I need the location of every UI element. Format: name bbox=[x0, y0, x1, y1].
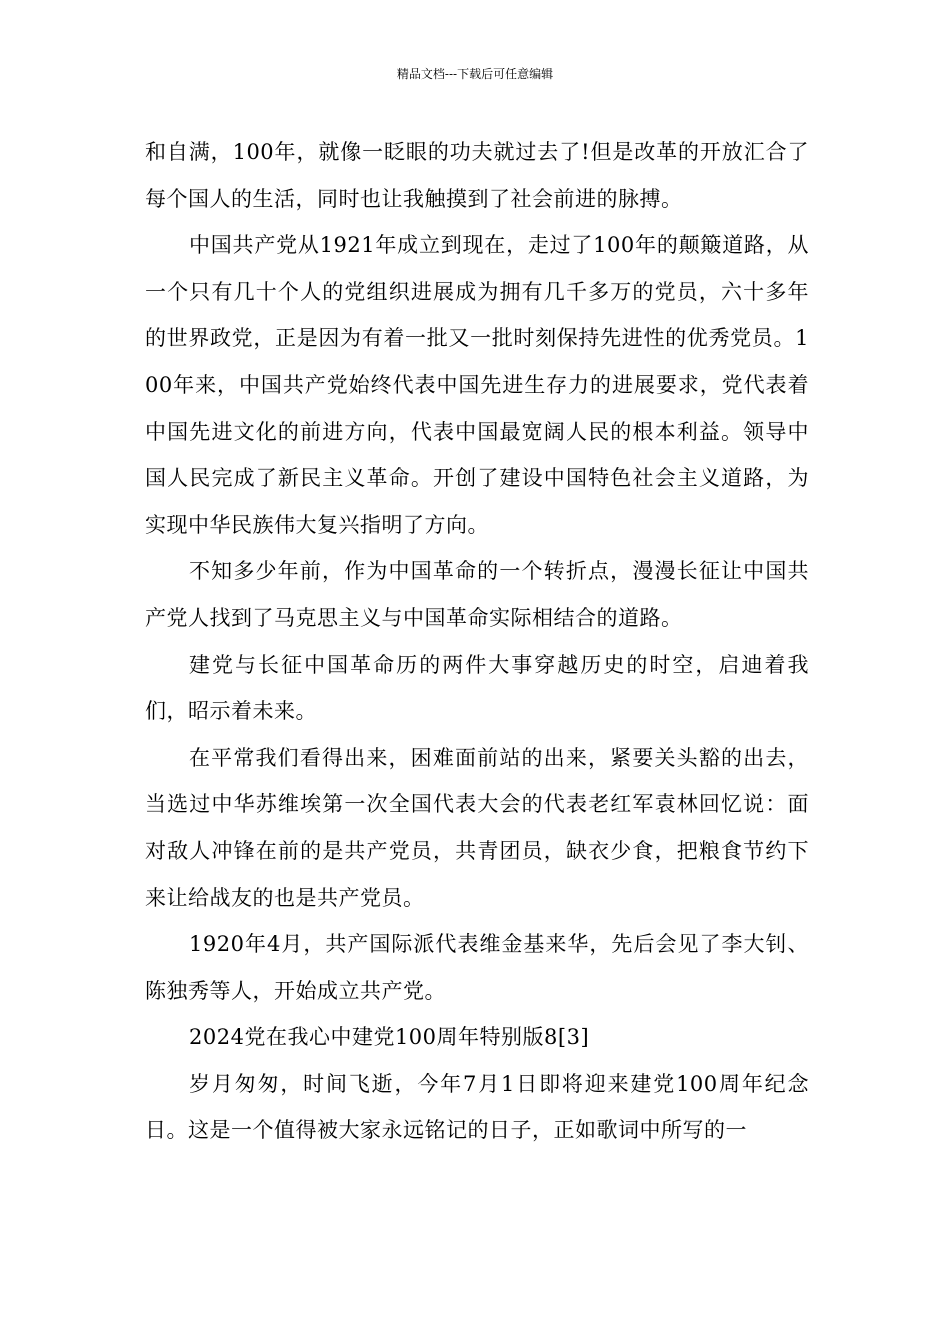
paragraph-6: 1920年4月，共产国际派代表维金基来华，先后会见了李大钊、陈独秀等人，开始成立共产党。 bbox=[145, 932, 809, 1003]
paragraph-4: 建党与长征中国革命历的两件大事穿越历史的时空，启迪着我们，昭示着未来。 bbox=[145, 652, 809, 724]
page-header: 精品文档---下载后可任意编辑 bbox=[396, 67, 554, 81]
paragraph-1: 和自满，100年，就像一眨眼的功夫就过去了!但是改革的开放汇合了每个国人的生活，同时也让我触摸到了社会前进的脉搏。 bbox=[145, 140, 809, 211]
document-body bbox=[145, 129, 809, 1154]
paragraph-3: 不知多少年前，作为中国革命的一个转折点，漫漫长征让中国共产党人找到了马克思主义与中国革命实际相结合的道路。 bbox=[145, 559, 809, 630]
paragraph-2: 中国共产党从1921年成立到现在，走过了100年的颠簸道路，从一个只有几十个人的党组织进展成为拥有几千多万的党员，六十多年的世界政党，正是因为有着一批又一批时刻保持先进性的优秀党员。100年来，中国共产党始终代表中国先进生存力的进展要求，党代表着中国先进文化的前进方向，代表中国最宽阔人民的根本利益。领导中国人民完成了新民主义革命。开创了建设中国特色社会主义道路，为实现中华民族伟大复兴指明了方向。 bbox=[145, 233, 809, 537]
section-heading: 2024党在我心中建党100周年特别版8[3] bbox=[189, 1025, 590, 1050]
paragraph-7: 岁月匆匆，时间飞逝，今年7月1日即将迎来建党100周年纪念日。这是一个值得被大家永远铭记的日子，正如歌词中所写的一 bbox=[145, 1071, 809, 1143]
paragraph-5: 在平常我们看得出来，困难面前站的出来，紧要关头豁的出去，当选过中华苏维埃第一次全国代表大会的代表老红军袁林回忆说：面对敌人冲锋在前的是共产党员，共青团员，缺衣少食，把粮食节约下来让给战友的也是共产党员。 bbox=[145, 745, 809, 910]
